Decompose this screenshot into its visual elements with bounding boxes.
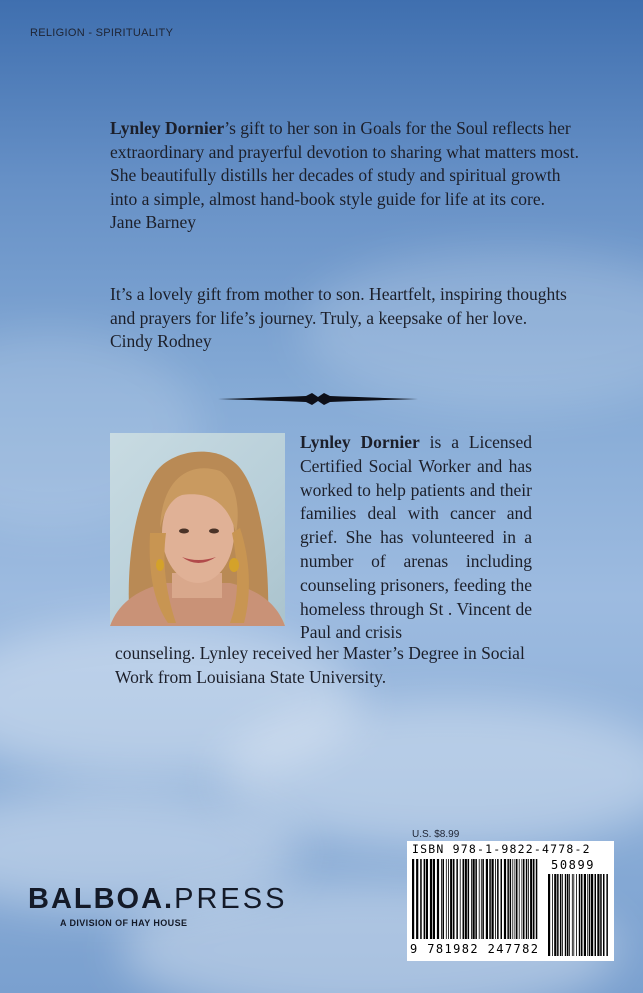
barcode-bar — [565, 874, 567, 956]
barcode-bar — [597, 874, 599, 956]
barcode-bar — [552, 874, 553, 956]
barcode-bar — [569, 874, 570, 956]
barcode-bar — [573, 874, 574, 956]
testimonial-1-text: ’s gift to her son in Goals for the Soul reflects her extraordinary and prayerful devotion to sharing what matters most. She beautifully distills her decades of study and spiritual growth into a simple, almost hand-book style guide for life at its core. — [110, 118, 579, 209]
barcode-bar — [495, 859, 496, 939]
bio-text-side: is a Licensed Certified Social Worker and has worked to help patients and their families deal with cancer and grief. She has volunteered in a number of arenas including counseling prisoners, feeding the homeless through St . Vincent de Paul and crisis — [300, 432, 533, 643]
barcode-bar — [516, 859, 518, 939]
barcode-bar — [486, 859, 488, 939]
testimonial-1-author: Jane Barney — [110, 212, 197, 233]
barcode-bar — [479, 859, 480, 939]
barcode-bar — [567, 874, 569, 956]
barcode-bar — [595, 874, 597, 956]
barcode-bar — [572, 874, 573, 956]
barcode-bar — [437, 859, 439, 939]
barcode-bar — [528, 859, 529, 939]
author-bio-side — [300, 431, 532, 645]
author-bio-bottom — [115, 642, 535, 690]
barcode-bar — [450, 859, 452, 939]
barcode-bar — [522, 859, 523, 939]
barcode-addon — [548, 874, 609, 956]
barcode-bar — [412, 859, 414, 939]
bio-author-name: Lynley Dornier — [300, 432, 420, 452]
price-label: U.S. $8.99 — [412, 829, 460, 840]
barcode-bar — [584, 874, 586, 956]
barcode-panel — [407, 841, 614, 961]
barcode-bar — [473, 859, 475, 939]
publisher-name-light: PRESS — [174, 883, 288, 915]
barcode-bar — [501, 859, 503, 939]
barcode-bar — [507, 859, 509, 939]
barcode-bar — [443, 859, 445, 939]
barcode-bar — [453, 859, 455, 939]
barcode-bar — [533, 859, 535, 939]
barcode-bar — [523, 859, 525, 939]
ornament-divider — [218, 392, 418, 406]
isbn-text: ISBN 978-1-9822-4778-2 — [412, 842, 591, 856]
barcode-bar — [562, 874, 563, 956]
barcode-bar — [530, 859, 532, 939]
barcode-bar — [548, 874, 550, 956]
testimonial-1-name: Lynley Dornier — [110, 118, 225, 138]
author-photo — [110, 433, 285, 626]
barcode-bar — [579, 874, 581, 956]
barcode-bar — [519, 859, 520, 939]
bio-text-bottom: counseling. Lynley received her Master’s Degree in Social Work from Louisiana State University. — [115, 643, 525, 687]
barcode-bar — [504, 859, 506, 939]
barcode-bar — [416, 859, 418, 939]
barcode-bar — [468, 859, 470, 939]
barcode-bar — [603, 874, 605, 956]
barcode-bar — [482, 859, 484, 939]
barcode-bar — [460, 859, 461, 939]
testimonial-2-text: It’s a lovely gift from mother to son. Heartfelt, inspiring thoughts and prayers for life’s journey. Truly, a keepsake of her love. — [110, 284, 567, 328]
barcode-bar — [526, 859, 528, 939]
barcode-bar — [433, 859, 435, 939]
barcode-bar — [557, 874, 559, 956]
barcode-bar — [576, 874, 577, 956]
barcode-bar — [424, 859, 426, 939]
barcode-bar — [589, 874, 591, 956]
barcode-bar — [497, 859, 499, 939]
barcode-bar — [587, 874, 588, 956]
barcode-bar — [430, 859, 432, 939]
barcode-bar — [481, 859, 482, 939]
barcode-bar — [581, 874, 583, 956]
publisher-logo — [28, 883, 287, 928]
publisher-name-bold: BALBOA — [28, 883, 165, 915]
barcode-bar — [606, 874, 608, 956]
testimonial-1 — [110, 117, 580, 235]
testimonial-2-author: Cindy Rodney — [110, 331, 212, 352]
publisher-dot: . — [164, 883, 175, 915]
testimonial-2 — [110, 283, 580, 354]
barcode-bar — [465, 859, 467, 939]
barcode-bar — [536, 859, 538, 939]
category-label: RELIGION - SPIRITUALITY — [30, 27, 174, 39]
barcode-bar — [512, 859, 513, 939]
barcode-digits: 9 781982 247782 — [410, 942, 540, 956]
barcode-bar — [463, 859, 465, 939]
publisher-subtitle: A DIVISION OF HAY HOUSE — [60, 918, 188, 928]
barcode-bar — [591, 874, 593, 956]
barcode-main — [412, 859, 539, 939]
barcode-bar — [554, 874, 556, 956]
barcode-bar — [475, 859, 477, 939]
barcode-bar — [441, 859, 442, 939]
barcode-bar — [471, 859, 472, 939]
barcode-bar — [515, 859, 516, 939]
barcode-bar — [420, 859, 422, 939]
barcode-bar — [560, 874, 562, 956]
barcode-bar — [510, 859, 512, 939]
barcode-bar — [446, 859, 447, 939]
barcode-bar — [492, 859, 494, 939]
barcode-bar — [426, 859, 428, 939]
barcode-bar — [448, 859, 449, 939]
addon-code: 50899 — [551, 858, 596, 872]
barcode-bar — [456, 859, 458, 939]
barcode-bar — [489, 859, 491, 939]
barcode-bar — [600, 874, 602, 956]
